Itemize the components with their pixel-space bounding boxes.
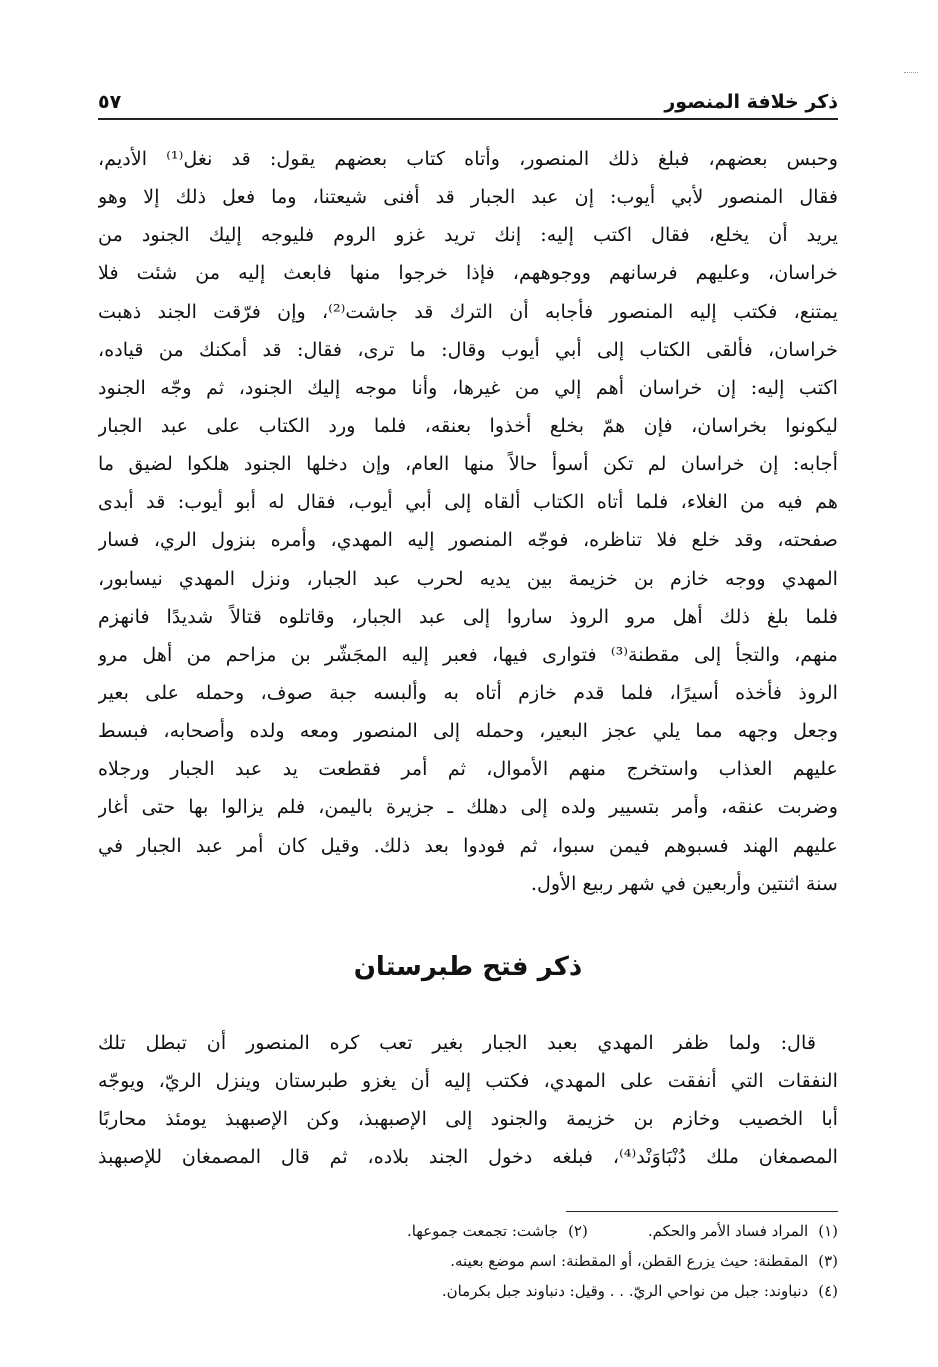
text-line: يريد أن يخلع، فقال اكتب إليه: إنك تريد غزو الروم فليوجه إليك الجنود من	[98, 223, 838, 247]
text-line: خراسان، وعليهم فرسانهم ووجوههم، فإذا خرجوا منها فابعث إليه من شئت فلا	[98, 261, 838, 285]
section-text-block	[98, 1024, 838, 1177]
text-line: خراسان، فألقى الكتاب إلى أبي أيوب وقال: ما ترى، فقال: قد أمكنك من قياده،	[98, 337, 838, 361]
footnote-number: (٢)	[568, 1222, 588, 1240]
text-line: وضربت عنقه، وأمر بتسيير ولده إلى دهلك ـ جزيرة باليمن، فلم يزالوا بها حتى أغار	[98, 795, 838, 819]
text-line: اكتب إليه: إن خراسان أهم إلي من غيرها، وأنا موجه إليك الجنود، ثم وجّه الجنود	[98, 375, 838, 399]
text-line: وحبس بعضهم، فبلغ ذلك المنصور، وأتاه كتاب بعضهم يقول: قد نغل⁽¹⁾ الأديم،	[98, 147, 838, 170]
footnote-text: دنباوند: جبل من نواحي الريّ. . . وقيل: دنباوند جبل بكرمان.	[441, 1282, 809, 1300]
text-line: فقال المنصور لأبي أيوب: إن عبد الجبار قد أفنى شيعتنا، وما فعل ذلك إلا وهو	[98, 185, 838, 209]
text-line: المهدي ووجه خازم بن خزيمة بين يديه لحرب عبد الجبار، ونزل المهدي نيسابور،	[98, 566, 838, 590]
text-line: أجابه: إن خراسان لم تكن أسوأ حالاً منها العام، وإن دخلها الجنود هلكوا لضيق ما	[98, 452, 838, 476]
text-line: هم فيه من الغلاء، فلما أتاه الكتاب ألقاه إلى أبي أيوب، فقال له أبو أيوب: قد أبدى	[98, 490, 838, 514]
text-line: يمتنع، فكتب إليه المنصور فأجابه أن الترك قد جاشت⁽²⁾، وإن فرّقت الجند ذهبت	[98, 299, 838, 323]
main-text-block	[98, 140, 838, 903]
text-line: عليهم العذاب واستخرج منهم الأموال، ثم أمر فقطعت يد عبد الجبار ورجلاه	[98, 757, 838, 781]
footnote-number: (١)	[818, 1222, 838, 1240]
text-line: صفحته، وقد خلع فلا تناظره، فوجّه المنصور إليه المهدي، وأمره بنزول الري، فسار	[98, 528, 838, 552]
footnote-text: جاشت: تجمعت جموعها.	[406, 1222, 559, 1240]
footnote-row	[98, 1276, 838, 1306]
footnote-number: (٤)	[818, 1282, 838, 1300]
text-line: الروذ فأخذه أسيرًا، فلما قدم خازم أتاه به وألبسه جبة صوف، وحمله على بعير	[98, 680, 838, 704]
section-heading: ذكر فتح طبرستان	[353, 952, 583, 982]
text-line: منهم، والتجأ إلى مقطنة⁽³⁾ فتوارى فيها، فعبر إليه المجَشّر بن مزاحم من أهل مرو	[98, 642, 838, 666]
running-header	[98, 84, 838, 120]
page-number: ٥٧	[98, 91, 122, 113]
footnote-text: المقطنة: حيث يزرع القطن، أو المقطنة: اسم موضع بعينه.	[450, 1252, 809, 1270]
footnote-3	[450, 1246, 838, 1276]
text-line: المصمغان ملك دُنْبَاوَنْد⁽⁴⁾، فبلغه دخول الجند بلاده، ثم قال المصمغان للإصبهبذ	[98, 1145, 838, 1169]
footnote-row	[98, 1216, 838, 1246]
text-line: سنة اثنتين وأربعين في شهر ربيع الأول.	[530, 871, 838, 895]
text-line: ليكونوا بخراسان، فإن همّ بخلع أخذوا بعنقه، فلما ورد الكتاب على عبد الجبار	[98, 413, 838, 437]
text-line: عليهم الهند فسبوهم فيمن سبوا، ثم فودوا بعد ذلك. وقيل كان أمر عبد الجبار في	[98, 833, 838, 857]
text-line: قال: ولما ظفر المهدي بعبد الجبار بغير تعب كره المنصور أن تبطل تلك	[98, 1031, 816, 1054]
text-line: فلما بلغ ذلك أهل مرو الروذ ساروا إلى عبد الجبار، وقاتلوه قتالاً شديدًا فانهزم	[98, 604, 838, 628]
text-line: أبا الخصيب وخازم بن خزيمة والجنود إلى الإصبهبذ، وكن الإصبهبذ يومئذ محاربًا	[98, 1107, 838, 1131]
footnote-number: (٣)	[818, 1252, 838, 1270]
header-section-title: ذكر خلافة المنصور	[664, 91, 838, 113]
text-line: وجعل وجهه مما يلي عجز البعير، وحمله إلى المنصور ومعه ولده وأصحابه، فبسط	[98, 719, 838, 743]
footnote-text: المراد فساد الأمر والحكم.	[647, 1222, 809, 1240]
footnote-divider	[566, 1211, 838, 1212]
text-line: النفقات التي أنفقت على المهدي، فكتب إليه أن يغزو طبرستان وينزل الريّ، ويوجّه	[98, 1069, 838, 1093]
scan-mark	[904, 72, 918, 73]
footnotes-block	[98, 1216, 838, 1306]
footnote-row	[98, 1246, 838, 1276]
footnote-1	[648, 1216, 838, 1246]
footnote-4	[442, 1276, 838, 1306]
footnote-2	[407, 1216, 588, 1246]
